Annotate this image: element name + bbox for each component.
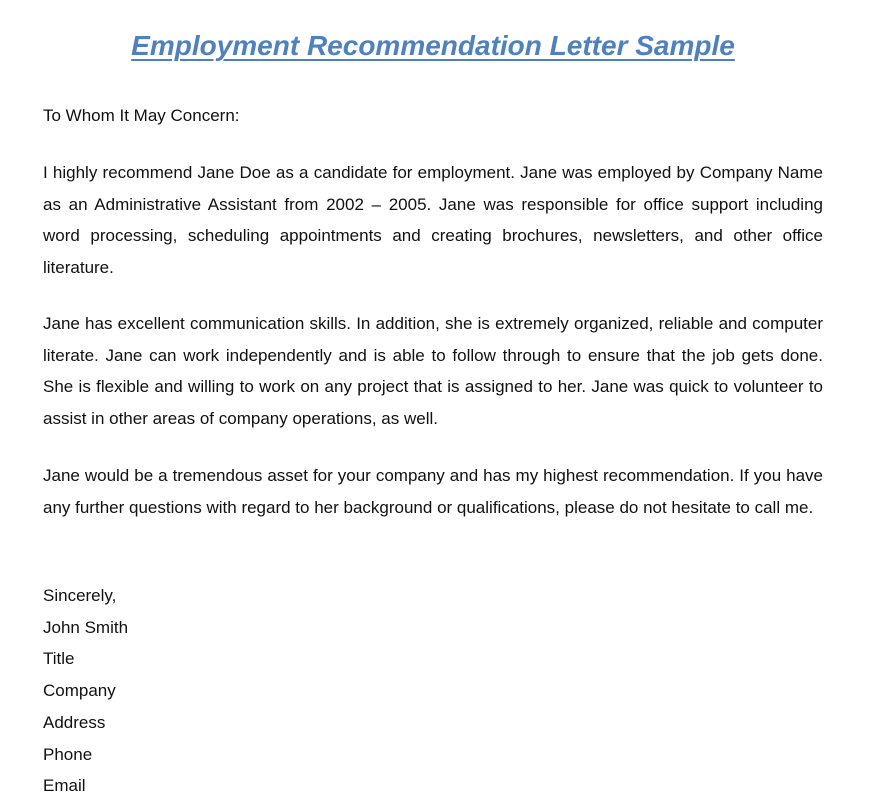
body-paragraph-1: I highly recommend Jane Doe as a candidate for employment. Jane was employed by Company Name as an Administrative Assistant from 2002 – 2005. Jane was responsible for office support including word processing, scheduling appointments and creating brochures, newsletters, and other office literature. xyxy=(43,163,823,278)
salutation: To Whom It May Concern: xyxy=(43,106,240,125)
closing-line: Sincerely, xyxy=(43,586,117,605)
signer-company: Company xyxy=(43,681,116,701)
signer-email: Email xyxy=(43,776,86,796)
signer-address: Address xyxy=(43,712,106,732)
signer-title: Title xyxy=(43,649,75,669)
body-paragraph-2: Jane has excellent communication skills. In addition, she is extremely organized, reliable and computer literate. Jane can work independently and is able to follow through to ensure that the job gets done. She is flexible and willing to work on any project that is assigned to her. Jane was quick to volunteer to assist in other areas of company operations, as well. xyxy=(43,314,823,429)
signature-block xyxy=(43,580,128,802)
body-paragraph-3: Jane would be a tremendous asset for your company and has my highest recommendation. If you have any further questions with regard to her background or qualifications, please do not hesitate to call me. xyxy=(43,466,823,517)
signer-name: John Smith xyxy=(43,617,129,637)
signer-phone: Phone xyxy=(43,744,93,764)
page-title: Employment Recommendation Letter Sample xyxy=(131,30,735,61)
